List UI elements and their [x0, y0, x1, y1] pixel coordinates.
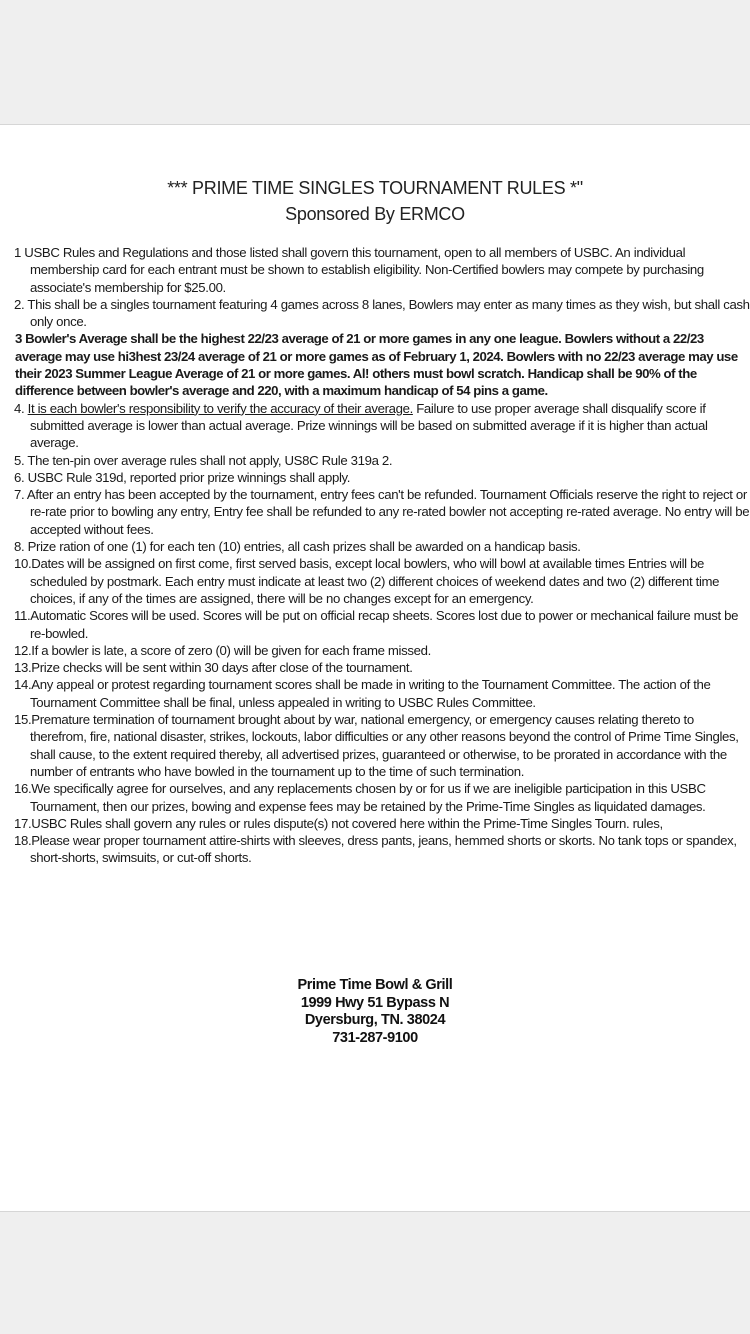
- rule-2: 2. This shall be a singles tournament featuring 4 games across 8 lanes, Bowlers may enter as many times as they wish, but shall cash only once.: [14, 296, 750, 330]
- rule-14: 14.Any appeal or protest regarding tournament scores shall be made in writing to the Tournament Committee. The action of the Tournament Committee shall be final, unless appealed in writing to USBC Rules Committee.: [14, 677, 711, 710]
- rule-1: 1 USBC Rules and Regulations and those listed shall govern this tournament, open to all members of USBC. An individual membership card for each entrant must be shown to establish eligibility. Non-Certified bowlers may compete by purchasing associate's membership for $25.00.: [14, 245, 704, 295]
- rule-12: 12.If a bowler is late, a score of zero (0) will be given for each frame missed.: [14, 642, 431, 658]
- rules-list: [0, 244, 750, 867]
- rule-4-text: Failure to use proper average shall disqualify score if submitted average is lower than actual average. Prize winnings will be based on submitted average if it is higher than actual average.: [30, 400, 708, 451]
- rule-8: 8. Prize ration of one (1) for each ten (10) entries, all cash prizes shall be awarded on a handicap basis.: [14, 539, 581, 555]
- venue-address: [0, 977, 750, 1047]
- venue-street: 1999 Hwy 51 Bypass N: [300, 994, 450, 1011]
- rule-3: 3 Bowler's Average shall be the highest 22/23 average of 21 or more games in any one league. Bowlers without a 22/23 average may use hi3hest 23/24 average of 21 or more games as of February 1, 2024. Bowlers with no 22/23 average may use their 2023 Summer League Average of 21 or more games. Al! others must bowl scratch. Handicap shall be 90% of the difference between bowler's average and 220, with a maximum handicap of 54 pins a game.: [15, 331, 738, 399]
- document-subtitle: Sponsored By ERMCO: [285, 204, 465, 224]
- venue-name: Prime Time Bowl & Grill: [297, 977, 453, 993]
- rule-15: 15.Premature termination of tournament brought about by war, national emergency, or emergency causes relating thereto to therefrom, fire, national disaster, strikes, lockouts, labor difficulties or any other reasons beyond the control of Prime Time Singles, shall cause, to the extent required thereby, all advertised prizes, guaranteed or otherwise, to be prorated in accordance with the number of entrants who have bowled in the tournament up to the time of such termination.: [14, 712, 739, 779]
- rule-16: 16.We specifically agree for ourselves, and any replacements chosen by or for us if we are ineligible participation in this USBC Tournament, then our prizes, bowing and expense fees may be retained by the Prime-Time Singles as liquidated damages.: [14, 781, 706, 814]
- rule-4-underlined: It is each bowler's responsibility to verify the accuracy of their average.: [27, 400, 413, 416]
- rule-4-number: 4.: [14, 400, 28, 416]
- rule-13: 13.Prize checks will be sent within 30 days after close of the tournament.: [14, 660, 413, 676]
- rule-7: 7. After an entry has been accepted by the tournament, entry fees can't be refunded. Tournament Officials reserve the right to reject or re-rate prior to bowling any entry, Entry fee shall be refunded to any re-rated bowler not accepting re-rated average. No entry will be accepted without fees.: [14, 487, 750, 537]
- rule-18: 18.Please wear proper tournament attire-shirts with sleeves, dress pants, jeans, hemmed shorts or skorts. No tank tops or spandex, short-shorts, swimsuits, or cut-off shorts.: [14, 833, 737, 866]
- rule-5: 5. The ten-pin over average rules shall not apply, US8C Rule 319a 2.: [14, 452, 393, 468]
- venue-city: Dyersburg, TN. 38024: [304, 1012, 446, 1028]
- rule-17: 17.USBC Rules shall govern any rules or rules dispute(s) not covered here within the Prime-Time Singles Tourn. rules,: [14, 815, 663, 831]
- rule-4: [0, 400, 750, 452]
- document-page: [0, 124, 750, 1212]
- rule-11: 11.Automatic Scores will be used. Scores will be put on official recap sheets. Scores lost due to power or mechanical failure must be re-bowled.: [14, 608, 739, 641]
- rule-6: 6. USBC Rule 319d, reported prior prize winnings shall apply.: [14, 469, 351, 485]
- venue-phone: 731-287-9100: [332, 1029, 418, 1046]
- rule-10: 10.Dates will be assigned on first come, first served basis, except local bowlers, who will bowl at available times Entries will be scheduled by postmark. Each entry must indicate at least two (2) different choices of weekend dates and two (2) different time choices, if any of the times are assigned, there will be no changes except for an emergency.: [14, 556, 720, 606]
- document-title: *** PRIME TIME SINGLES TOURNAMENT RULES *": [167, 178, 583, 198]
